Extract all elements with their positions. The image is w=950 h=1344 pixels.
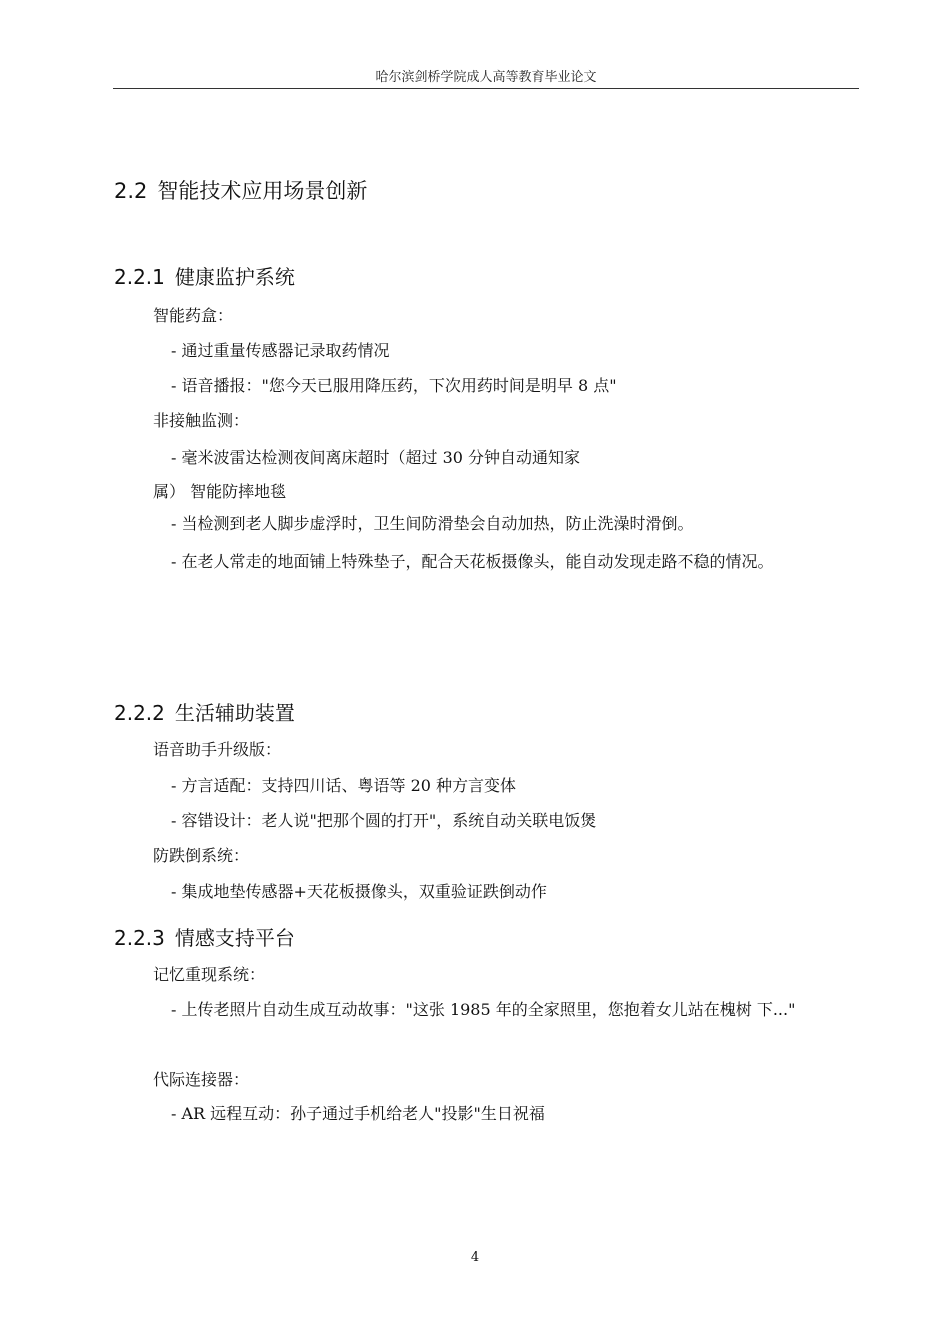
page-number: 4 (470, 1250, 480, 1265)
list-item: - 通过重量传感器记录取药情况 (171, 341, 390, 360)
list-item: - 方言适配：支持四川话、粤语等 20 种方言变体 (171, 776, 517, 795)
section-title: 智能技术应用场景创新 (157, 179, 368, 203)
smart-pillbox-label: 智能药盒： (153, 306, 234, 325)
section-heading-2-2-1 (114, 261, 295, 290)
voice-assistant-label: 语音助手升级版： (153, 740, 282, 759)
section-number: 2.2.2 (114, 701, 165, 725)
list-item: - 在老人常走的地面铺上特殊垫子，配合天花板摄像头，能自动发现走路不稳的情况。 (171, 552, 774, 571)
section-title: 情感支持平台 (174, 926, 295, 950)
section-heading-2-2-3 (114, 922, 295, 951)
section-heading-2-2-2 (114, 697, 295, 726)
list-item-continuation: 属） 智能防摔地毯 (153, 482, 287, 501)
list-item: - 集成地垫传感器+天花板摄像头，双重验证跌倒动作 (171, 882, 547, 901)
list-item: - 毫米波雷达检测夜间离床超时（超过 30 分钟自动通知家 (171, 448, 581, 467)
section-title: 健康监护系统 (174, 265, 295, 289)
section-heading-2-2 (114, 175, 367, 205)
section-number: 2.2 (114, 179, 148, 203)
list-item: - 当检测到老人脚步虚浮时，卫生间防滑垫会自动加热，防止洗澡时滑倒。 (171, 514, 694, 533)
memory-system-label: 记忆重现系统： (153, 965, 266, 984)
header-rule (113, 88, 859, 89)
noncontact-label: 非接触监测： (153, 411, 250, 430)
page-header: 哈尔滨剑桥学院成人高等教育毕业论文 (375, 70, 597, 85)
section-title: 生活辅助装置 (174, 701, 295, 725)
section-number: 2.2.3 (114, 926, 165, 950)
list-item: - AR 远程互动：孙子通过手机给老人"投影"生日祝福 (171, 1104, 545, 1123)
list-item: - 语音播报："您今天已服用降压药，下次用药时间是明早 8 点" (171, 376, 617, 395)
connector-label: 代际连接器： (153, 1070, 250, 1089)
section-number: 2.2.1 (114, 265, 165, 289)
list-item: - 容错设计：老人说"把那个圆的打开"，系统自动关联电饭煲 (171, 811, 597, 830)
antifall-label: 防跌倒系统： (153, 846, 250, 865)
list-item: - 上传老照片自动生成互动故事："这张 1985 年的全家照里，您抱着女儿站在槐树 下..." (171, 1000, 796, 1019)
